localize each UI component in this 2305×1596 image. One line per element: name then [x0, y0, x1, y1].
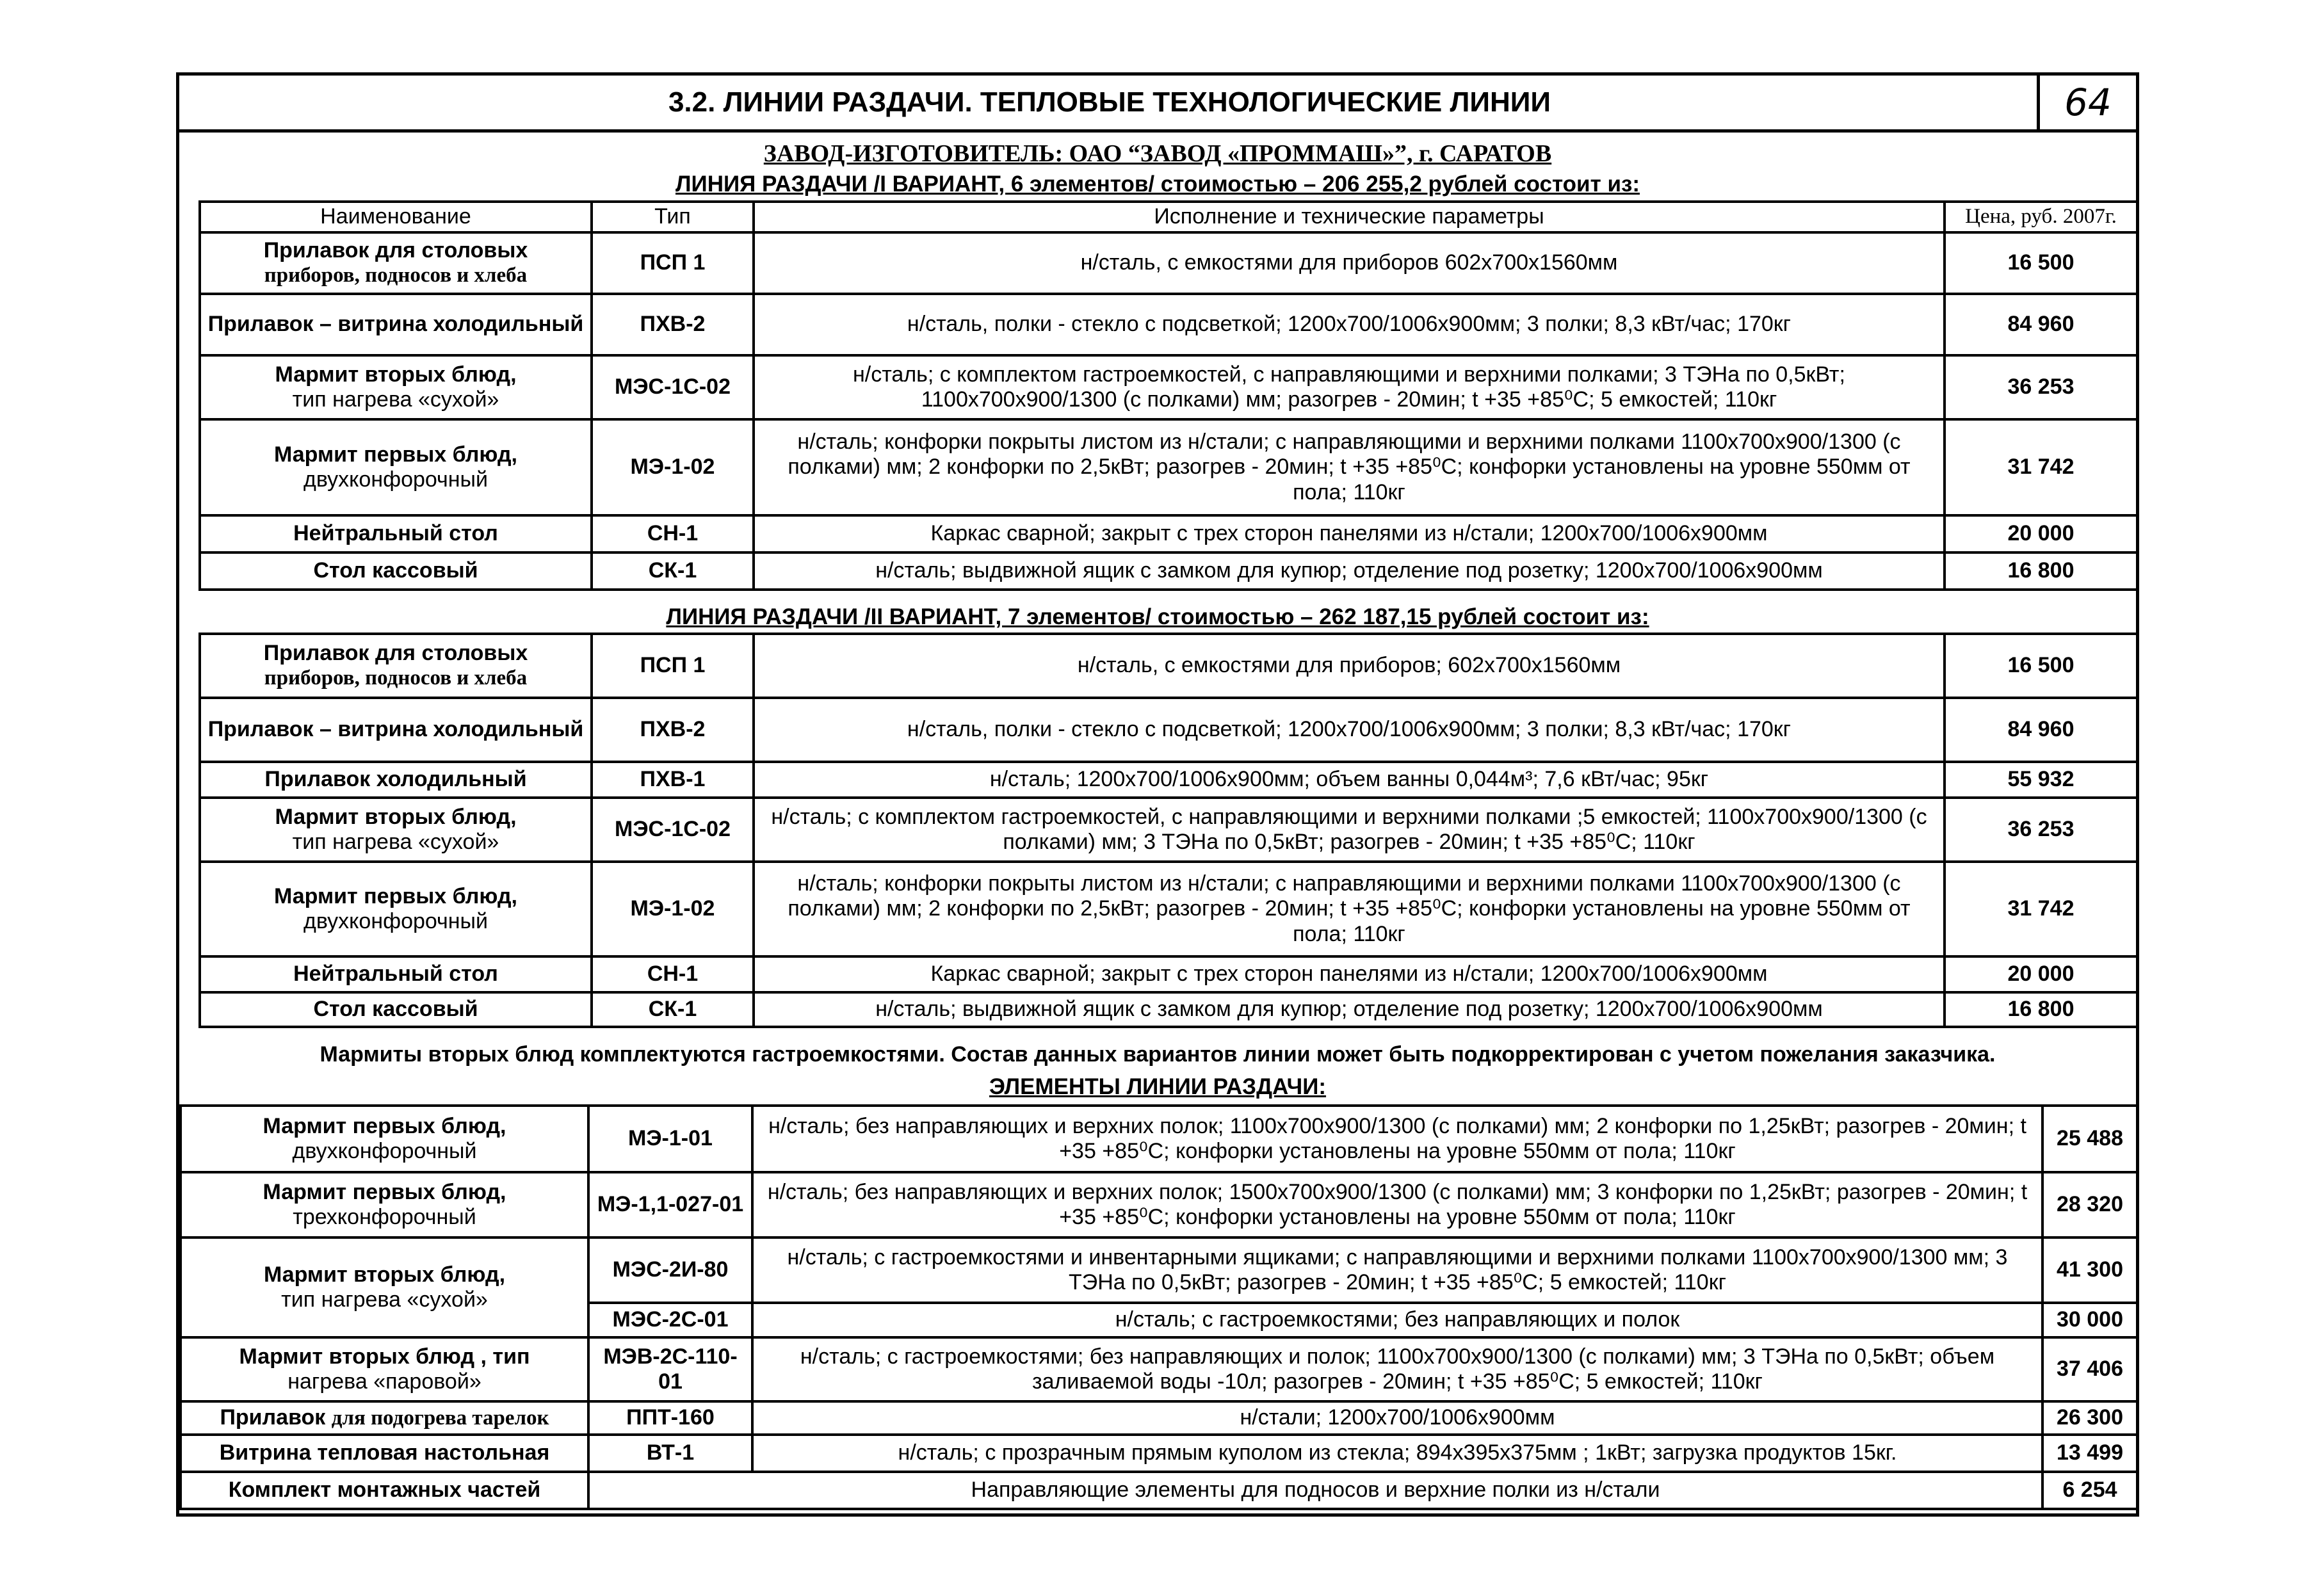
- item-spec: н/сталь; с комплектом гастроемкостей, с направляющими и верхними полками; 3 ТЭНа по 0,5кВт; 1100х700х900/1300 (с полками) мм; разогрев - 20мин; t +35 +85⁰С; 5 емкостей; 110кг: [754, 355, 1945, 419]
- item-name: Мармит первых блюд, трехконфорочный: [181, 1172, 588, 1237]
- item-spec: н/сталь; без направляющих и верхних полок; 1100х700х900/1300 (с полками) мм; 2 конфорки по 1,25кВт; разогрев - 20мин; t +35 +85⁰С; конфорки установлены на уровне 550мм от пола; 110кг: [752, 1106, 2042, 1172]
- item-name: Мармит первых блюд, двухконфорочный: [200, 862, 592, 956]
- item-price: 30 000: [2042, 1303, 2137, 1337]
- item-type: МЭ-1,1-027-01: [588, 1172, 752, 1237]
- elements-table: [179, 1104, 2139, 1510]
- item-name: Витрина тепловая настольная: [181, 1435, 588, 1472]
- table-row: [181, 1106, 2137, 1172]
- table-row: [181, 1401, 2137, 1435]
- item-spec: н/сталь; конфорки покрыты листом из н/стали; с направляющими и верхними полками 1100х700х900/1300 (с полками) мм; 2 конфорки по 2,5кВт; разогрев - 20мин; t +35 +85⁰С; конфорки установлены на уровне 550мм от пола; 110кг: [754, 419, 1945, 515]
- table-row: [200, 698, 2137, 762]
- item-type: ВТ-1: [588, 1435, 752, 1472]
- item-price: 16 500: [1945, 634, 2137, 698]
- item-name: Прилавок для подогрева тарелок: [181, 1401, 588, 1435]
- table-row: [200, 515, 2137, 552]
- item-price: 25 488: [2042, 1106, 2137, 1172]
- item-type: СН-1: [592, 515, 754, 552]
- item-name: Стол кассовый: [200, 992, 592, 1027]
- item-name: Прилавок для столовых приборов, подносов и хлеба: [200, 634, 592, 698]
- variant2-table: [198, 633, 2139, 1028]
- item-spec: Направляющие элементы для подносов и верхние полки из н/стали: [588, 1472, 2042, 1509]
- item-price: 16 800: [1945, 992, 2137, 1027]
- item-price: 84 960: [1945, 294, 2137, 355]
- item-name: Мармит вторых блюд, тип нагрева «сухой»: [200, 355, 592, 419]
- item-name: Мармит первых блюд, двухконфорочный: [181, 1106, 588, 1172]
- col-price-header: Цена, руб. 2007г.: [1945, 202, 2137, 232]
- item-spec: Каркас сварной; закрыт с трех сторон панелями из н/стали; 1200х700/1006х900мм: [754, 956, 1945, 992]
- item-spec: н/сталь; 1200х700/1006х900мм; объем ванны 0,044м³; 7,6 кВт/час; 95кг: [754, 762, 1945, 798]
- item-price: 31 742: [1945, 862, 2137, 956]
- item-type: МЭВ-2С-110-01: [588, 1337, 752, 1401]
- item-type: МЭ-1-01: [588, 1106, 752, 1172]
- item-name: Прилавок – витрина холодильный: [200, 294, 592, 355]
- item-spec: Каркас сварной; закрыт с трех сторон панелями из н/стали; 1200х700/1006х900мм: [754, 515, 1945, 552]
- item-type: МЭ-1-02: [592, 862, 754, 956]
- item-type: ПХВ-1: [592, 762, 754, 798]
- table-header-row: [200, 202, 2137, 232]
- manufacturer-line: ЗАВОД-ИЗГОТОВИТЕЛЬ: ОАО “ЗАВОД «ПРОММАШ»”, г. САРАТОВ: [763, 140, 1552, 167]
- item-name: Прилавок холодильный: [200, 762, 592, 798]
- item-name: Нейтральный стол: [200, 515, 592, 552]
- item-price: 84 960: [1945, 698, 2137, 762]
- item-name: Мармит вторых блюд , тип нагрева «паровой»: [181, 1337, 588, 1401]
- item-type: ПСП 1: [592, 634, 754, 698]
- item-price: 31 742: [1945, 419, 2137, 515]
- item-type: СН-1: [592, 956, 754, 992]
- table-row: [200, 294, 2137, 355]
- item-spec: н/стали; 1200х700/1006х900мм: [752, 1401, 2042, 1435]
- item-name: Комплект монтажных частей: [181, 1472, 588, 1509]
- table-row: [181, 1172, 2137, 1237]
- page-frame: [176, 72, 2139, 1517]
- item-type: ПСП 1: [592, 232, 754, 294]
- item-type: ППТ-160: [588, 1401, 752, 1435]
- item-spec: н/сталь; выдвижной ящик с замком для купюр; отделение под розетку; 1200х700/1006х900мм: [754, 552, 1945, 590]
- item-price: 37 406: [2042, 1337, 2137, 1401]
- item-type: МЭС-2И-80: [588, 1237, 752, 1303]
- table-row: [200, 762, 2137, 798]
- elements-title: ЭЛЕМЕНТЫ ЛИНИИ РАЗДАЧИ:: [989, 1074, 1327, 1099]
- item-name: Стол кассовый: [200, 552, 592, 590]
- variant1-title: ЛИНИЯ РАЗДАЧИ /I ВАРИАНТ, 6 элементов/ стоимостью – 206 255,2 рублей состоит из:: [675, 172, 1640, 197]
- table-row: [181, 1337, 2137, 1401]
- table-row: [200, 355, 2137, 419]
- item-spec: н/сталь, с емкостями для приборов; 602х700х1560мм: [754, 634, 1945, 698]
- item-type: МЭ-1-02: [592, 419, 754, 515]
- item-spec: н/сталь; выдвижной ящик с замком для купюр; отделение под розетку; 1200х700/1006х900мм: [754, 992, 1945, 1027]
- item-price: 55 932: [1945, 762, 2137, 798]
- item-name: Мармит вторых блюд, тип нагрева «сухой»: [181, 1237, 588, 1337]
- item-name: Мармит первых блюд, двухконфорочный: [200, 419, 592, 515]
- item-spec: н/сталь, полки - стекло с подсветкой; 1200х700/1006х900мм; 3 полки; 8,3 кВт/час; 170кг: [754, 698, 1945, 762]
- table-row: [200, 419, 2137, 515]
- item-price: 20 000: [1945, 515, 2137, 552]
- item-price: 28 320: [2042, 1172, 2137, 1237]
- item-spec: н/сталь, полки - стекло с подсветкой; 1200х700/1006х900мм; 3 полки; 8,3 кВт/час; 170кг: [754, 294, 1945, 355]
- col-name-header: Наименование: [200, 202, 592, 232]
- table-row: [200, 232, 2137, 294]
- item-type: СК-1: [592, 552, 754, 590]
- item-spec: н/сталь; без направляющих и верхних полок; 1500х700х900/1300 (с полками) мм; 3 конфорки по 1,25кВт; разогрев - 20мин; t +35 +85⁰С; конфорки установлены на уровне 550мм от пола; 110кг: [752, 1172, 2042, 1237]
- item-price: 26 300: [2042, 1401, 2137, 1435]
- item-price: 13 499: [2042, 1435, 2137, 1472]
- item-price: 6 254: [2042, 1472, 2137, 1509]
- item-price: 16 500: [1945, 232, 2137, 294]
- item-price: 16 800: [1945, 552, 2137, 590]
- item-type: МЭС-2С-01: [588, 1303, 752, 1337]
- table-row: [181, 1472, 2137, 1509]
- col-type-header: Тип: [592, 202, 754, 232]
- note-text: Мармиты вторых блюд комплектуются гастроемкостями. Состав данных вариантов линии может быть подкорректирован с учетом пожелания заказчика.: [319, 1042, 1996, 1067]
- item-name: Мармит вторых блюд, тип нагрева «сухой»: [200, 798, 592, 862]
- item-name: Нейтральный стол: [200, 956, 592, 992]
- item-price: 20 000: [1945, 956, 2137, 992]
- variant1-table: [198, 200, 2139, 591]
- item-type: МЭС-1С-02: [592, 798, 754, 862]
- item-type: ПХВ-2: [592, 698, 754, 762]
- table-row: [200, 634, 2137, 698]
- item-spec: н/сталь; с комплектом гастроемкостей, с направляющими и верхними полками ;5 емкостей; 1100х700х900/1300 (с полками) мм; 3 ТЭНа по 0,5кВт; разогрев - 20мин; t +35 +85⁰С; 110кг: [754, 798, 1945, 862]
- item-name: Прилавок для столовых приборов, подносов и хлеба: [200, 232, 592, 294]
- item-type: МЭС-1С-02: [592, 355, 754, 419]
- item-price: 36 253: [1945, 355, 2137, 419]
- table-row: [200, 862, 2137, 956]
- item-spec: н/сталь; с прозрачным прямым куполом из стекла; 894х395х375мм ; 1кВт; загрузка продуктов 15кг.: [752, 1435, 2042, 1472]
- item-spec: н/сталь; с гастроемкостями и инвентарными ящиками; с направляющими и верхними полками 1100х700х900/1300 мм; 3 ТЭНа по 0,5кВт; разогрев - 20мин; t +35 +85⁰С; 5 емкостей; 110кг: [752, 1237, 2042, 1303]
- table-row: [181, 1237, 2137, 1303]
- page-title: 3.2. ЛИНИИ РАЗДАЧИ. ТЕПЛОВЫЕ ТЕХНОЛОГИЧЕСКИЕ ЛИНИИ: [668, 86, 1551, 118]
- item-type: ПХВ-2: [592, 294, 754, 355]
- table-row: [200, 552, 2137, 590]
- item-spec: н/сталь; с гастроемкостями; без направляющих и полок; 1100х700х900/1300 (с полками) мм; 3 ТЭНа по 0,5кВт; объем заливаемой воды -10л; разогрев - 20мин; t +35 +85⁰С; 5 емкостей; 110кг: [752, 1337, 2042, 1401]
- item-spec: н/сталь, с емкостями для приборов 602х700х1560мм: [754, 232, 1945, 294]
- header-bar: [179, 76, 2136, 133]
- variant2-title: ЛИНИЯ РАЗДАЧИ /II ВАРИАНТ, 7 элементов/ стоимостью – 262 187,15 рублей состоит из:: [666, 604, 1649, 629]
- item-price: 41 300: [2042, 1237, 2137, 1303]
- item-type: СК-1: [592, 992, 754, 1027]
- table-row: [181, 1435, 2137, 1472]
- item-spec: н/сталь; конфорки покрыты листом из н/стали; с направляющими и верхними полками 1100х700х900/1300 (с полками) мм; 2 конфорки по 2,5кВт; разогрев - 20мин; t +35 +85⁰С; конфорки установлены на уровне 550мм от пола; 110кг: [754, 862, 1945, 956]
- item-name: Прилавок – витрина холодильный: [200, 698, 592, 762]
- table-row: [200, 798, 2137, 862]
- page-number: 64: [2037, 76, 2136, 129]
- item-price: 36 253: [1945, 798, 2137, 862]
- col-spec-header: Исполнение и технические параметры: [754, 202, 1945, 232]
- table-row: [200, 992, 2137, 1027]
- item-spec: н/сталь; с гастроемкостями; без направляющих и полок: [752, 1303, 2042, 1337]
- table-row: [200, 956, 2137, 992]
